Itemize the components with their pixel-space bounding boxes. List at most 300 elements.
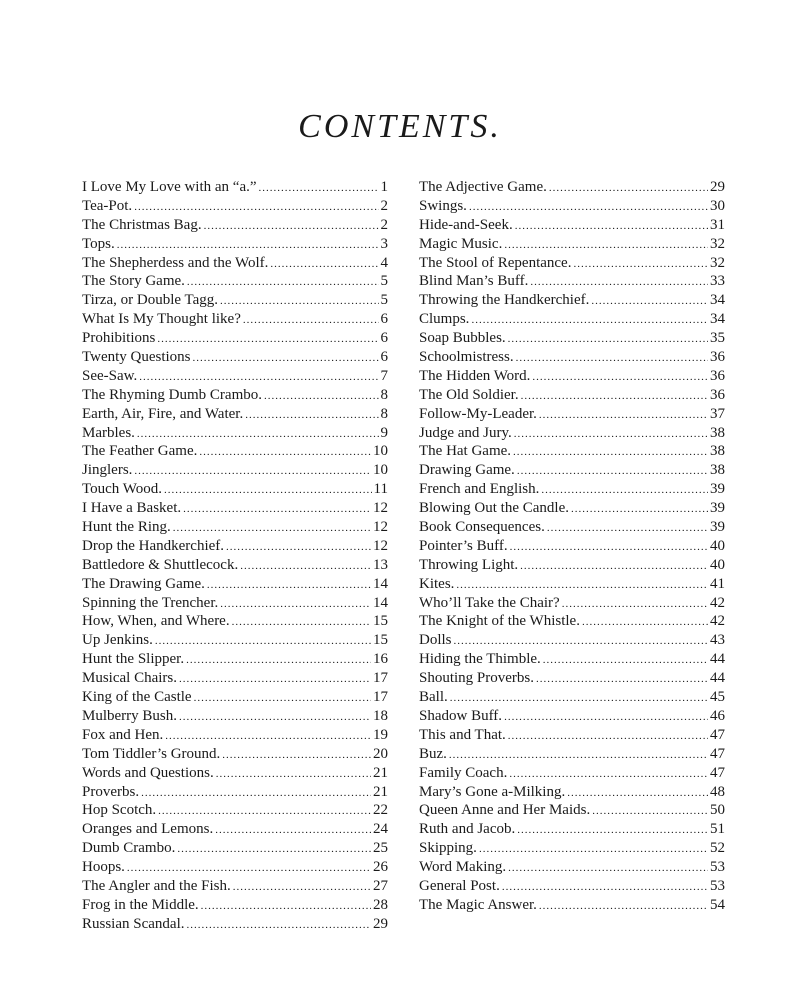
toc-entry-page: 40 (710, 537, 725, 554)
toc-entry (419, 348, 725, 367)
dot-leader (530, 273, 708, 292)
toc-entry-page: 38 (710, 462, 725, 479)
dot-leader (220, 292, 378, 311)
toc-entry-page: 20 (373, 745, 388, 762)
toc-entry-title: Book Consequences. (419, 519, 545, 536)
toc-entry (419, 518, 725, 537)
toc-entry-page: 3 (380, 235, 388, 252)
toc-entry-title: Tom Tiddler’s Ground. (82, 745, 221, 762)
toc-entry-title: Drop the Handkerchief. (82, 537, 225, 554)
dot-leader (165, 727, 371, 746)
toc-entry-page: 1 (380, 179, 388, 195)
toc-entry-title: Jinglers. (82, 462, 133, 479)
toc-entry (82, 594, 388, 613)
dot-leader (179, 708, 371, 727)
dot-leader (516, 349, 708, 368)
toc-entry-title: Hiding the Thimble. (419, 651, 541, 668)
toc-entry (82, 461, 388, 480)
toc-entry (82, 405, 388, 424)
toc-entry-page: 16 (373, 651, 388, 668)
toc-entry-page: 9 (380, 424, 388, 441)
toc-entry-page: 26 (373, 859, 388, 876)
toc-entry-title: Dumb Crambo. (82, 840, 176, 857)
dot-leader (173, 519, 371, 538)
toc-entry (419, 612, 725, 631)
toc-entry-page: 48 (710, 783, 725, 800)
dot-leader (216, 765, 371, 784)
toc-entry-title: King of the Castle (82, 689, 192, 706)
dot-leader (233, 878, 371, 897)
toc-entry-title: The Hidden Word. (419, 367, 531, 384)
toc-entry (419, 367, 725, 386)
dot-leader (226, 538, 371, 557)
toc-entry-title: Mulberry Bush. (82, 707, 177, 724)
toc-entry (419, 556, 725, 575)
toc-entry-page: 4 (380, 254, 388, 271)
dot-leader (504, 708, 708, 727)
toc-entry-page: 35 (710, 330, 725, 347)
toc-entry (82, 783, 388, 802)
dot-leader (220, 595, 371, 614)
toc-entry-title: Family Coach. (419, 764, 508, 781)
dot-leader (549, 179, 708, 198)
dot-leader (157, 330, 378, 349)
toc-entry-title: Hide-and-Seek. (419, 216, 513, 233)
toc-entry (419, 235, 725, 254)
dot-leader (204, 217, 379, 236)
toc-entry (419, 424, 725, 443)
dot-leader (508, 330, 708, 349)
toc-entry-page: 32 (710, 254, 725, 271)
toc-entry-page: 45 (710, 689, 725, 706)
toc-entry-title: Earth, Air, Fire, and Water. (82, 405, 244, 422)
toc-entry-page: 39 (710, 481, 725, 498)
toc-entry (419, 783, 725, 802)
toc-entry-title: Throwing Light. (419, 556, 519, 573)
toc-entry-page: 50 (710, 802, 725, 819)
toc-entry-page: 38 (710, 424, 725, 441)
toc-entry-page: 43 (710, 632, 725, 649)
toc-entry (419, 707, 725, 726)
toc-entry-page: 21 (373, 783, 388, 800)
toc-entry (82, 726, 388, 745)
toc-entry (419, 575, 725, 594)
dot-leader (517, 821, 708, 840)
toc-entry-page: 47 (710, 745, 725, 762)
toc-entry (82, 537, 388, 556)
dot-leader (510, 538, 708, 557)
toc-entry-title: Buz. (419, 745, 447, 762)
toc-entry (82, 480, 388, 499)
toc-entry-title: Proverbs. (82, 783, 140, 800)
toc-entry-title: The Christmas Bag. (82, 216, 202, 233)
toc-entry-title: Frog in the Middle. (82, 896, 199, 913)
toc-entry (82, 839, 388, 858)
dot-leader (479, 840, 708, 859)
dot-leader (513, 443, 708, 462)
toc-entry-title: Soap Bubbles. (419, 330, 506, 347)
toc-entry-title: Russian Scandal. (82, 915, 185, 932)
toc-entry-page: 40 (710, 556, 725, 573)
toc-entry-page: 14 (373, 575, 388, 592)
toc-entry (82, 367, 388, 386)
toc-entry-title: General Post. (419, 877, 500, 894)
toc-entry-title: Throwing the Handkerchief. (419, 292, 590, 309)
toc-entry-title: The Old Soldier. (419, 386, 519, 403)
toc-entry (82, 197, 388, 216)
toc-entry (419, 386, 725, 405)
toc-entry-title: Battledore & Shuttlecock. (82, 556, 239, 573)
toc-entry-page: 36 (710, 349, 725, 366)
toc-entry-title: Skipping. (419, 840, 477, 857)
toc-entry (82, 178, 388, 197)
toc-entry-page: 32 (710, 235, 725, 252)
toc-entry-page: 14 (373, 594, 388, 611)
toc-entry-page: 31 (710, 216, 725, 233)
toc-entry-title: Touch Wood. (82, 481, 162, 498)
contents-column-left (82, 178, 388, 934)
toc-entry-title: See-Saw. (82, 367, 138, 384)
dot-leader (509, 765, 708, 784)
dot-leader (592, 802, 708, 821)
toc-entry (419, 310, 725, 329)
toc-entry-title: Word Making. (419, 859, 507, 876)
dot-leader (508, 859, 708, 878)
toc-entry-page: 8 (380, 386, 388, 403)
toc-entry-page: 10 (373, 462, 388, 479)
toc-entry (82, 764, 388, 783)
toc-entry-page: 22 (373, 802, 388, 819)
toc-entry-page: 5 (380, 273, 388, 290)
toc-entry-title: Blowing Out the Candle. (419, 500, 569, 517)
dot-leader (514, 425, 708, 444)
toc-entry (419, 896, 725, 915)
dot-leader (207, 576, 371, 595)
dot-leader (264, 387, 379, 406)
toc-entry-title: Tea-Pot. (82, 197, 133, 214)
toc-entry-page: 47 (710, 764, 725, 781)
toc-entry-page: 42 (710, 594, 725, 611)
toc-entry (82, 518, 388, 537)
toc-entry (419, 178, 725, 197)
toc-entry-page: 13 (373, 556, 388, 573)
dot-leader (141, 784, 371, 803)
toc-entry (82, 896, 388, 915)
toc-entry-title: Hunt the Slipper. (82, 651, 185, 668)
toc-entry (419, 329, 725, 348)
toc-entry-page: 44 (710, 651, 725, 668)
toc-entry-title: Kites. (419, 575, 455, 592)
toc-entry-title: Mary’s Gone a-Milking. (419, 783, 566, 800)
toc-entry-page: 36 (710, 367, 725, 384)
toc-entry-page: 34 (710, 292, 725, 309)
toc-entry (419, 537, 725, 556)
toc-entry (419, 877, 725, 896)
dot-leader (582, 613, 708, 632)
toc-entry-page: 37 (710, 405, 725, 422)
toc-entry-title: Who’ll Take the Chair? (419, 594, 560, 611)
toc-entry (419, 272, 725, 291)
toc-entry-title: Follow-My-Leader. (419, 405, 537, 422)
dot-leader (562, 595, 708, 614)
dot-leader (547, 519, 708, 538)
toc-entry-title: Shouting Proverbs. (419, 670, 535, 687)
toc-entry (82, 650, 388, 669)
toc-entry (82, 216, 388, 235)
toc-entry-title: How, When, and Where. (82, 613, 230, 630)
toc-entry (82, 272, 388, 291)
toc-entry-title: The Hat Game. (419, 443, 512, 460)
toc-entry (82, 348, 388, 367)
toc-entry-title: This and That. (419, 726, 506, 743)
toc-entry-page: 12 (373, 519, 388, 536)
toc-entry-title: Words and Questions. (82, 764, 214, 781)
dot-leader (117, 236, 379, 255)
toc-entry-title: Spinning the Trencher. (82, 594, 219, 611)
toc-entry-title: Ball. (419, 689, 448, 706)
toc-entry-page: 47 (710, 726, 725, 743)
dot-leader (450, 689, 708, 708)
toc-entry-title: Tirza, or Double Tagg. (82, 292, 219, 309)
dot-leader (127, 859, 371, 878)
toc-entry-title: Ruth and Jacob. (419, 821, 516, 838)
toc-entry-page: 52 (710, 840, 725, 857)
toc-entry (419, 839, 725, 858)
toc-entry (419, 197, 725, 216)
toc-entry-title: The Angler and the Fish. (82, 877, 231, 894)
toc-entry-title: Fox and Hen. (82, 726, 164, 743)
toc-entry-page: 19 (373, 726, 388, 743)
toc-entry (419, 688, 725, 707)
toc-entry-title: French and English. (419, 481, 540, 498)
dot-leader (567, 784, 708, 803)
toc-entry-title: The Magic Answer. (419, 896, 537, 913)
dot-leader (508, 727, 708, 746)
toc-entry-page: 2 (380, 197, 388, 214)
toc-entry-page: 41 (710, 575, 725, 592)
dot-leader (536, 670, 708, 689)
dot-leader (215, 821, 371, 840)
toc-entry-page: 53 (710, 877, 725, 894)
dot-leader (571, 500, 708, 519)
dot-leader (183, 500, 371, 519)
toc-entry (82, 442, 388, 461)
toc-entry-title: Judge and Jury. (419, 424, 512, 441)
toc-entry-title: Oranges and Lemons. (82, 821, 214, 838)
toc-entry (82, 386, 388, 405)
dot-leader (139, 368, 378, 387)
toc-entry (419, 764, 725, 783)
toc-entry (82, 499, 388, 518)
toc-entry (419, 669, 725, 688)
toc-entry (82, 310, 388, 329)
toc-entry-page: 33 (710, 273, 725, 290)
dot-leader (502, 878, 708, 897)
toc-entry (419, 291, 725, 310)
toc-entry-page: 5 (380, 292, 388, 309)
toc-entry-title: Prohibitions (82, 330, 156, 347)
toc-entry-title: I Have a Basket. (82, 500, 182, 517)
toc-entry-title: Hop Scotch. (82, 802, 157, 819)
toc-entry-page: 12 (373, 500, 388, 517)
toc-entry-page: 36 (710, 386, 725, 403)
contents-column-right (419, 178, 725, 915)
dot-leader (177, 840, 371, 859)
toc-entry (419, 216, 725, 235)
dot-leader (259, 179, 379, 198)
dot-leader (194, 689, 371, 708)
toc-entry-page: 29 (373, 915, 388, 932)
toc-entry (82, 858, 388, 877)
toc-entry (419, 631, 725, 650)
toc-entry-page: 8 (380, 405, 388, 422)
toc-entry-title: Drawing Game. (419, 462, 515, 479)
toc-entry (419, 499, 725, 518)
toc-entry-page: 6 (380, 311, 388, 328)
dot-leader (232, 613, 371, 632)
toc-entry-title: Hoops. (82, 859, 125, 876)
toc-entry (82, 877, 388, 896)
toc-entry (419, 254, 725, 273)
toc-entry (419, 461, 725, 480)
toc-entry-page: 46 (710, 707, 725, 724)
toc-entry-page: 30 (710, 197, 725, 214)
dot-leader (137, 425, 379, 444)
dot-leader (179, 670, 371, 689)
dot-leader (532, 368, 708, 387)
toc-entry-page: 18 (373, 707, 388, 724)
toc-entry (82, 291, 388, 310)
toc-entry-title: Clumps. (419, 311, 470, 328)
page-title: CONTENTS. (298, 108, 502, 145)
dot-leader (469, 198, 708, 217)
toc-entry-title: The Rhyming Dumb Crambo. (82, 386, 262, 403)
dot-leader (187, 916, 372, 935)
toc-entry (419, 480, 725, 499)
toc-entry (419, 745, 725, 764)
toc-entry-title: What Is My Thought like? (82, 311, 241, 328)
dot-leader (520, 557, 708, 576)
dot-leader (270, 255, 378, 274)
toc-entry (82, 669, 388, 688)
dot-leader (591, 292, 708, 311)
dot-leader (186, 651, 371, 670)
toc-entry-title: Marbles. (82, 424, 135, 441)
toc-entry (419, 801, 725, 820)
toc-entry-title: Swings. (419, 197, 467, 214)
dot-leader (471, 311, 708, 330)
toc-entry-page: 54 (710, 896, 725, 913)
toc-entry-title: Schoolmistress. (419, 349, 514, 366)
toc-entry-page: 6 (380, 349, 388, 366)
toc-entry-title: The Knight of the Whistle. (419, 613, 580, 630)
toc-entry-title: Tops. (82, 235, 115, 252)
toc-entry (419, 405, 725, 424)
dot-leader (541, 481, 708, 500)
dot-leader (187, 273, 379, 292)
toc-entry-page: 21 (373, 764, 388, 781)
toc-entry (82, 575, 388, 594)
toc-entry-title: The Adjective Game. (419, 179, 547, 195)
dot-leader (193, 349, 379, 368)
toc-entry (82, 745, 388, 764)
dot-leader (573, 255, 708, 274)
toc-entry (82, 612, 388, 631)
dot-leader (201, 897, 371, 916)
toc-entry-page: 11 (373, 481, 388, 498)
toc-entry-page: 38 (710, 443, 725, 460)
dot-leader (245, 406, 378, 425)
toc-entry (82, 631, 388, 650)
toc-entry (82, 424, 388, 443)
dot-leader (240, 557, 371, 576)
toc-entry-page: 42 (710, 613, 725, 630)
toc-entry (82, 556, 388, 575)
toc-entry-page: 39 (710, 519, 725, 536)
toc-entry-title: Blind Man’s Buff. (419, 273, 529, 290)
dot-leader (521, 387, 708, 406)
toc-entry (82, 801, 388, 820)
dot-leader (456, 576, 708, 595)
toc-entry-page: 17 (373, 670, 388, 687)
toc-entry-page: 15 (373, 632, 388, 649)
toc-entry-title: The Story Game. (82, 273, 185, 290)
toc-entry-page: 17 (373, 689, 388, 706)
dot-leader (454, 632, 708, 651)
toc-entry-title: Magic Music. (419, 235, 503, 252)
toc-entry-page: 15 (373, 613, 388, 630)
toc-entry (419, 858, 725, 877)
toc-entry-title: The Drawing Game. (82, 575, 205, 592)
toc-entry-page: 6 (380, 330, 388, 347)
toc-entry-page: 10 (373, 443, 388, 460)
toc-entry-title: Musical Chairs. (82, 670, 177, 687)
toc-entry-title: Twenty Questions (82, 349, 191, 366)
toc-entry-page: 25 (373, 840, 388, 857)
dot-leader (164, 481, 372, 500)
dot-leader (199, 443, 371, 462)
toc-entry (419, 442, 725, 461)
dot-leader (134, 462, 371, 481)
dot-leader (543, 651, 708, 670)
toc-entry-page: 28 (373, 896, 388, 913)
toc-entry-title: Queen Anne and Her Maids. (419, 802, 591, 819)
toc-entry (82, 915, 388, 934)
toc-entry-title: Pointer’s Buff. (419, 537, 508, 554)
toc-entry-title: Shadow Buff. (419, 707, 503, 724)
toc-entry-title: The Shepherdess and the Wolf. (82, 254, 269, 271)
dot-leader (517, 462, 708, 481)
toc-entry-page: 39 (710, 500, 725, 517)
toc-entry (419, 820, 725, 839)
dot-leader (515, 217, 708, 236)
toc-entry-page: 53 (710, 859, 725, 876)
toc-entry-page: 44 (710, 670, 725, 687)
toc-entry-page: 34 (710, 311, 725, 328)
toc-entry-title: Up Jenkins. (82, 632, 153, 649)
toc-entry (82, 329, 388, 348)
toc-entry (82, 820, 388, 839)
toc-entry-title: Hunt the Ring. (82, 519, 171, 536)
dot-leader (449, 746, 708, 765)
toc-entry-title: I Love My Love with an “a.” (82, 179, 257, 195)
toc-entry (82, 707, 388, 726)
toc-entry (419, 594, 725, 613)
toc-entry (82, 254, 388, 273)
dot-leader (134, 198, 378, 217)
toc-entry-title: The Feather Game. (82, 443, 198, 460)
toc-entry-page: 12 (373, 537, 388, 554)
